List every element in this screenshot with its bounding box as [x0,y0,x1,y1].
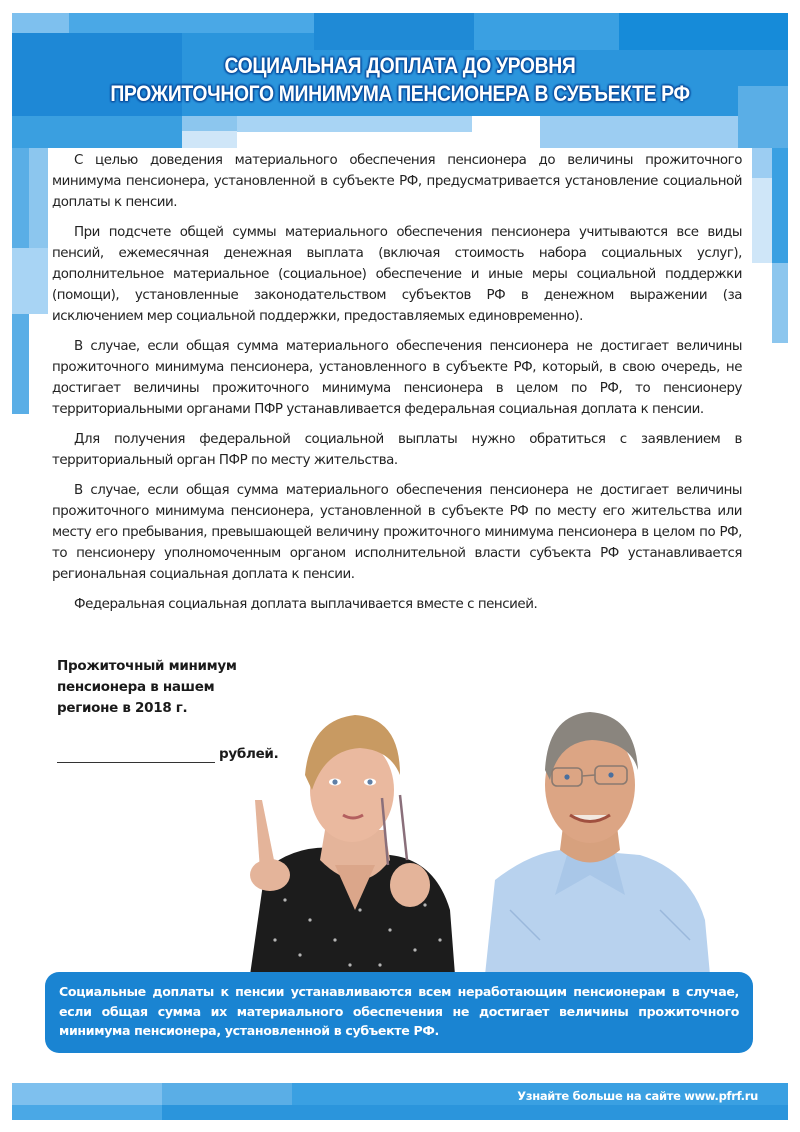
footer-tile [12,1083,162,1105]
website-link[interactable]: Узнайте больше на сайте www.pfrf.ru [517,1089,758,1103]
side-tile [772,148,788,263]
label-line: Прожиточный минимум [57,658,237,674]
article-body [52,150,742,624]
info-callout: Социальные доплаты к пенсии устанавливаются всем неработающим пенсионерам в случае, если общая сумма их материального обеспечения не достигает величины прожиточного минимума пенсионера, установленной в субъекте РФ. [45,972,753,1053]
man-figure [485,712,710,975]
header-tile [12,13,69,33]
header-tile [314,13,474,50]
header-tile [12,116,182,148]
title-line-2: ПРОЖИТОЧНОГО МИНИМУМА ПЕНСИОНЕРА В СУБЪЕКТЕ РФ [110,81,690,106]
side-tile [752,148,772,178]
header-tile [619,13,788,50]
page-title [59,52,742,108]
header-tile [540,116,738,148]
header-tile [237,116,472,132]
label-line: пенсионера в нашем [57,679,215,695]
pensioners-photo [240,680,780,975]
side-tile [772,263,788,343]
side-tile [12,314,29,414]
header-tile [474,13,619,50]
paragraph: При подсчете общей суммы материального обеспечения пенсионера учитываются все виды пенсий, ежемесячная денежная выплата (включая стоимость набора социальных услуг), дополнительное материальное (социальное) обеспечение и иные меры социальной поддержки (помощи), установленные законодательством субъектов РФ в денежном выражении (за исключением мер социальной поддержки, предоставляемых единовременно). [52,225,742,324]
footer-tile [12,1105,162,1120]
header-tile [182,131,237,148]
paragraph: С целью доведения материального обеспечения пенсионера до величины прожиточного минимума пенсионера, установленной в субъекте РФ, предусматривается установление социальной доплаты к пенсии. [52,153,742,210]
paragraph: В случае, если общая сумма материального обеспечения пенсионера не достигает величины прожиточного минимума пенсионера, установленного в субъекте РФ, который, в свою очередь, не достигает величины прожиточного минимума пенсионера в целом по РФ, то пенсионеру территориальными органами ПФР устанавливается федеральная социальная доплата к пенсии. [52,339,742,417]
paragraph: В случае, если общая сумма материального обеспечения пенсионера не достигает величины прожиточного минимума пенсионера, установленной в субъекте РФ по месту его жительства или месту его пребывания, превышающей величину прожиточного минимума пенсионера в целом по РФ, то пенсионеру уполномоченным органом исполнительной власти субъекта РФ устанавливается региональная социальная доплата к пенсии. [52,483,742,582]
footer-tile [162,1083,292,1105]
header-tile [182,116,237,131]
header-tile [738,86,788,148]
side-tile [12,248,48,314]
paragraph: Для получения федеральной социальной выплаты нужно обратиться с заявлением в территориальный орган ПФР по месту жительства. [52,432,742,468]
footer-tile [162,1105,788,1120]
currency-unit-label: рублей. [219,746,279,762]
side-tile [752,178,772,263]
label-line: регионе в 2018 г. [57,700,188,716]
paragraph: Федеральная социальная доплата выплачивается вместе с пенсией. [74,597,538,612]
title-line-1: СОЦИАЛЬНАЯ ДОПЛАТА ДО УРОВНЯ [224,53,576,78]
woman-figure [250,715,455,975]
amount-blank-field[interactable] [57,762,215,763]
side-tile [29,148,48,248]
header-tile [69,13,314,33]
